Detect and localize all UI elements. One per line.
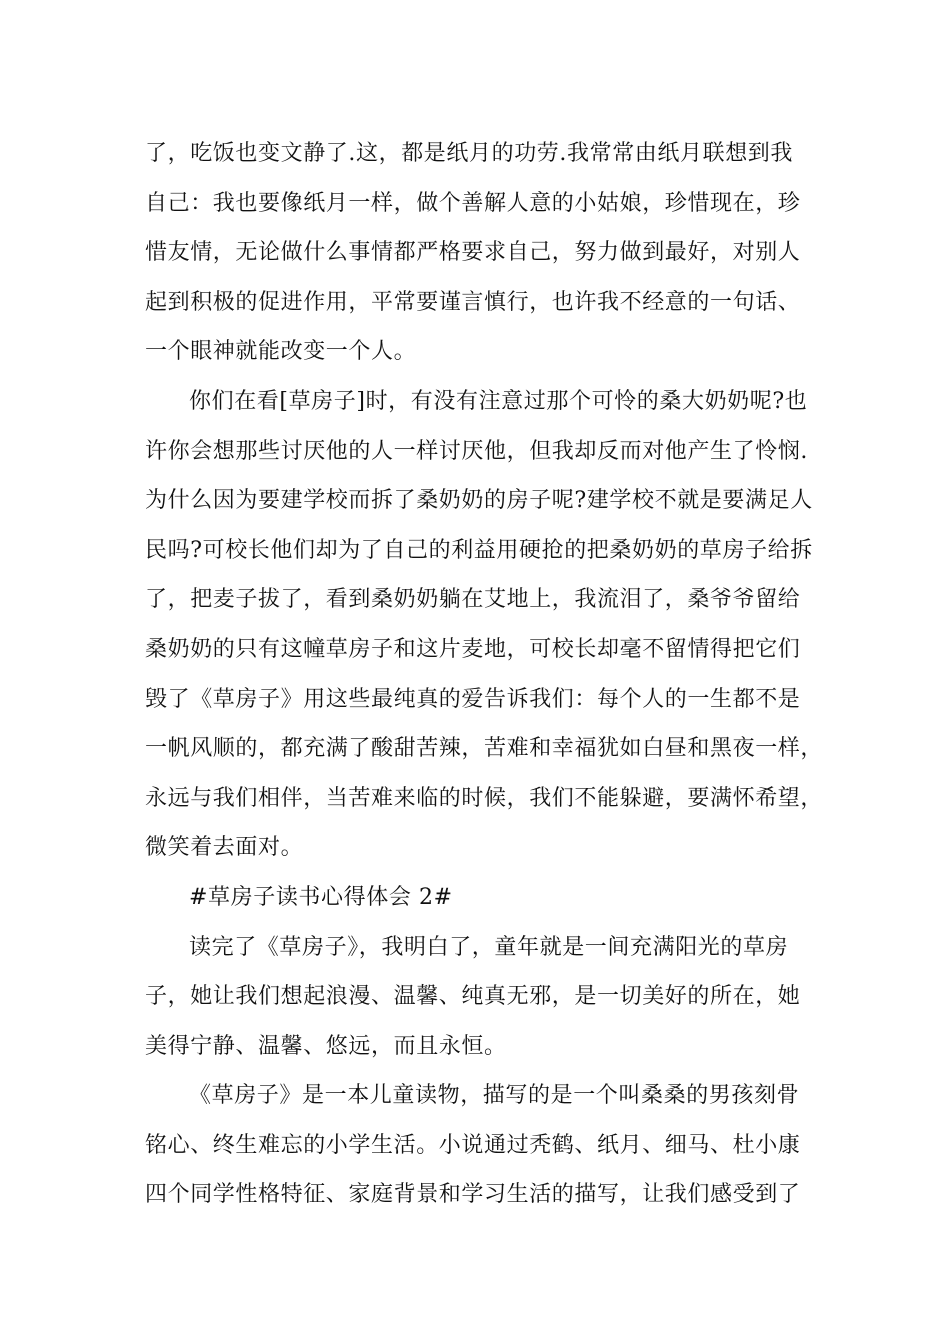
text-line: 《草房子》是一本儿童读物，描写的是一个叫桑桑的男孩刻骨	[189, 1083, 800, 1109]
text-line: 读完了《草房子》，我明白了，童年就是一间充满阳光的草房	[189, 934, 789, 960]
text-line: 你们在看[草房子]时，有没有注意过那个可怜的桑大奶奶呢?也	[189, 388, 808, 414]
text-line: #草房子读书心得体会 2#	[189, 884, 453, 910]
text-line: 桑奶奶的只有这幢草房子和这片麦地，可校长却毫不留情得把它们	[145, 636, 801, 662]
text-line: 一帆风顺的，都充满了酸甜苦辣，苦难和幸福犹如白昼和黑夜一样，	[145, 736, 824, 762]
text-line: 一个眼神就能改变一个人。	[145, 339, 417, 365]
text-line: 微笑着去面对。	[145, 835, 304, 861]
text-line: 毁了《草房子》用这些最纯真的爱告诉我们：每个人的一生都不是	[145, 686, 801, 712]
text-line: 起到积极的促进作用，平常要谨言慎行，也许我不经意的一句话、	[145, 289, 801, 315]
text-line: 惜友情，无论做什么事情都严格要求自己，努力做到最好，对别人	[145, 240, 801, 266]
text-line: 了，把麦子拔了，看到桑奶奶躺在艾地上，我流泪了，桑爷爷留给	[145, 587, 801, 613]
text-line: 许你会想那些讨厌他的人一样讨厌他，但我却反而对他产生了怜悯.	[145, 438, 808, 464]
text-line: 美得宁静、温馨、悠远，而且永恒。	[145, 1033, 507, 1059]
text-line: 民吗?可校长他们却为了自己的利益用硬抢的把桑奶奶的草房子给拆	[145, 537, 813, 563]
body-text	[145, 129, 825, 1220]
text-line: 自己：我也要像纸月一样，做个善解人意的小姑娘，珍惜现在，珍	[145, 190, 801, 216]
text-line: 永远与我们相伴，当苦难来临的时候，我们不能躲避，要满怀希望，	[145, 785, 824, 811]
text-line: 子，她让我们想起浪漫、温馨、纯真无邪，是一切美好的所在，她	[145, 984, 801, 1010]
text-line: 铭心、终生难忘的小学生活。小说通过秃鹤、纸月、细马、杜小康	[145, 1132, 801, 1158]
text-line: 为什么因为要建学校而拆了桑奶奶的房子呢?建学校不就是要满足人	[145, 488, 813, 514]
text-line: 了，吃饭也变文静了.这，都是纸月的功劳.我常常由纸月联想到我	[145, 141, 793, 166]
text-line: 四个同学性格特征、家庭背景和学习生活的描写，让我们感受到了	[145, 1182, 801, 1208]
